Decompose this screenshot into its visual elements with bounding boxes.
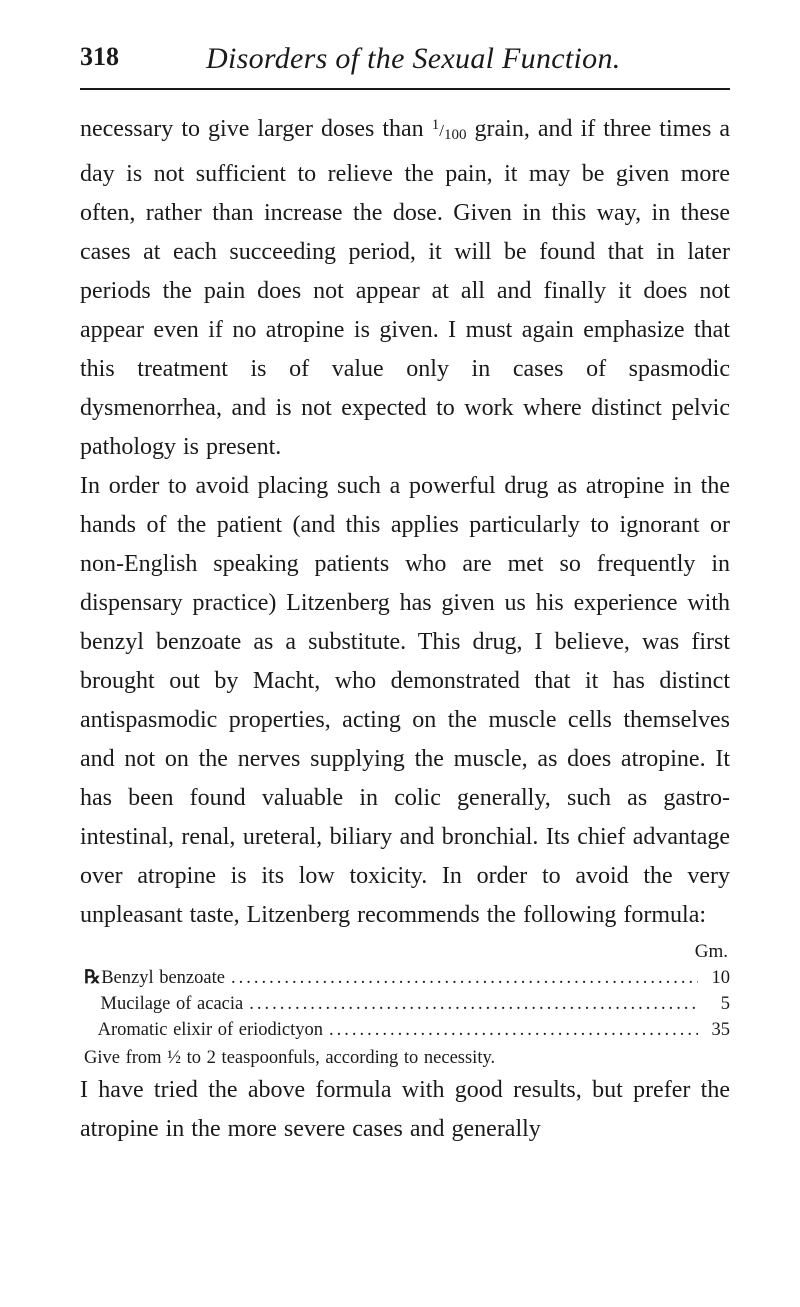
prescription-unit: Gm. [694, 941, 728, 962]
ingredient-name: Benzyl benzoate [101, 968, 225, 988]
ingredient-name: Mucilage of acacia [100, 994, 244, 1014]
header-rule [80, 88, 730, 90]
prescription-directions: Give from ½ to 2 teaspoonfuls, according to necessity. [84, 1048, 496, 1068]
prescription-row [80, 991, 730, 1017]
paragraph-benzyl-benzoate: In order to avoid placing such a powerful drug as atropine in the hands of the patient (and this applies particularly to ignorant or non-English speaking patients who are met so frequently in dispensary practice) Litzenberg has given us his experience with benzyl benzoate as a substitute. This drug, I believe, was first brought out by Macht, who demonstrated that it has distinct antispasmodic properties, acting on the muscle cells themselves and not on the nerves supplying the muscle, as does atropine. It has been found valuable in colic generally, such as gastro-intestinal, renal, ureteral, biliary and bronchial. Its chief advantage over atropine is its low toxicity. In order to avoid the very unpleasant taste, Litzenberg recommends the following formula: [80, 473, 730, 928]
prescription-row [80, 965, 730, 991]
paragraph1-lead: necessary to give larger doses than [80, 116, 432, 142]
leader-dots [231, 965, 698, 991]
ingredient-amount: 35 [711, 1020, 730, 1040]
leader-dots [329, 1017, 698, 1043]
paragraph-closing: I have tried the above formula with good results, but prefer the atropine in the more severe cases and generally [80, 1077, 730, 1142]
ingredient-amount: 10 [711, 968, 730, 988]
leader-dots [249, 991, 698, 1017]
rx-symbol: ℞ [84, 968, 101, 988]
body-text [80, 106, 730, 1149]
ingredient-name: Aromatic elixir of eriodictyon [97, 1020, 324, 1040]
paragraph-continuation [80, 106, 730, 467]
paragraph1-rest: grain, and if three times a day is not sufficient to relieve the pain, it may be given more often, rather than increase the dose. Given in this way, in these cases at each succeeding period, it will be found that in later periods the pain does not appear at all and finally it does not appear even if no atropine is given. I must again emphasize that this treatment is of value only in cases of spasmodic dysmenorrhea, and is not expected to work where distinct pelvic pathology is present. [80, 116, 730, 460]
running-title: Disorders of the Sexual Function. [206, 42, 621, 75]
prescription [80, 939, 730, 1071]
prescription-row [80, 1017, 730, 1043]
fraction-numerator: 1 [431, 117, 440, 133]
fraction-slash: / [439, 121, 444, 140]
book-page [80, 38, 730, 1149]
fraction-denominator: 100 [443, 127, 467, 143]
ingredient-amount: 5 [720, 994, 730, 1014]
running-head [80, 38, 730, 88]
dose-fraction [431, 117, 467, 143]
page-number: 318 [80, 42, 119, 71]
